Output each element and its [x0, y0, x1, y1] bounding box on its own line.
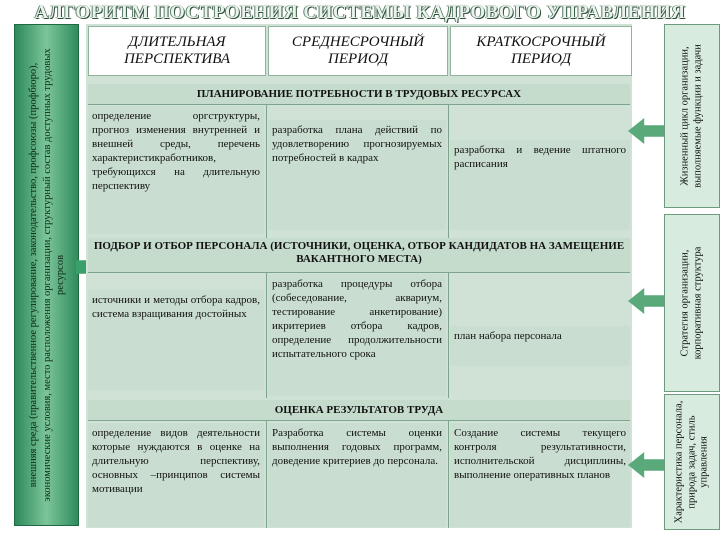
right-box-lifecycle-text: Жизненный цикл организации, выполняемые функции и задачи — [679, 44, 703, 188]
divider — [88, 104, 630, 105]
section-title-evaluation: ОЦЕНКА РЕЗУЛЬТАТОВ ТРУДА — [88, 400, 630, 420]
divider — [88, 420, 630, 421]
diagram-title: АЛГОРИТМ ПОСТРОЕНИЯ СИСТЕМЫ КАДРОВОГО УПРАВЛЕНИЯ — [34, 2, 686, 23]
divider — [448, 420, 449, 528]
divider — [448, 272, 449, 398]
divider — [448, 104, 449, 238]
section-title-recruitment: ПОДБОР И ОТБОР ПЕРСОНАЛА (ИСТОЧНИКИ, ОЦЕНКА, ОТБОР КАНДИДАТОВ НА ЗАМЕЩЕНИЕ ВАКАНТНОГО МЕСТА) — [88, 238, 630, 272]
cell-evaluation-long: определение видов деятельности которые нуждаются в оценке на длительную перспективу, основных –принципов системы мотивации — [88, 423, 264, 527]
cell-planning-short: разработка и ведение штатного расписания — [450, 140, 630, 230]
divider — [266, 104, 267, 238]
external-environment-text: внешняя среда (правительственное регулирование, законодательство, профсоюзы (профбюро), экономические условия, место расположения организации, структурный состав доступных трудовых ресурсов — [27, 48, 66, 502]
cell-planning-mid: разработка плана действий по удовлетворению прогнозируемых потребностей в кадрах — [268, 120, 446, 230]
right-box-strategy — [664, 214, 720, 392]
header-mid-term: СРЕДНЕСРОЧНЫЙ ПЕРИОД — [268, 26, 448, 76]
divider — [266, 420, 267, 528]
header-long-term: ДЛИТЕЛЬНАЯ ПЕРСПЕКТИВА — [88, 26, 266, 76]
arrow-left-icon — [628, 452, 664, 478]
cell-planning-long: определение оргструктуры, прогноз изменения внутренней и внешней среды, перечень характеристикработников, требующихся на длительную перспективу — [88, 106, 264, 234]
external-environment-bar — [14, 24, 79, 526]
header-short-term: КРАТКОСРОЧНЫЙ ПЕРИОД — [450, 26, 632, 76]
arrow-left-icon — [628, 288, 664, 314]
right-box-personnel — [664, 394, 720, 530]
right-box-lifecycle — [664, 24, 720, 208]
divider — [266, 272, 267, 398]
section-title-planning: ПЛАНИРОВАНИЕ ПОТРЕБНОСТИ В ТРУДОВЫХ РЕСУРСАХ — [88, 84, 630, 104]
divider — [88, 272, 630, 273]
right-box-personnel-text: Характеристика персонала, природа задач, стиль управления — [673, 400, 710, 524]
cell-evaluation-short: Создание системы текущего контроля результативности, исполнительской дисциплины, выполнение оперативных планов — [450, 423, 630, 527]
cell-recruitment-short: план набора персонала — [450, 326, 630, 366]
right-box-strategy-text: Стратегия организации, корпоративная структура — [679, 246, 703, 360]
cell-evaluation-mid: Разработка системы оценки выполнения годовых программ, доведение критериев до персонала. — [268, 423, 446, 527]
cell-recruitment-mid: разработка процедуры отбора (собеседование, аквариум, тестирование анкетирование) икритериев отбора кадров, определение продолжительности испытательного срока — [268, 274, 446, 396]
arrow-left-icon — [628, 118, 664, 144]
cell-recruitment-long: источники и методы отбора кадров, система взращивания достойных — [88, 290, 264, 390]
